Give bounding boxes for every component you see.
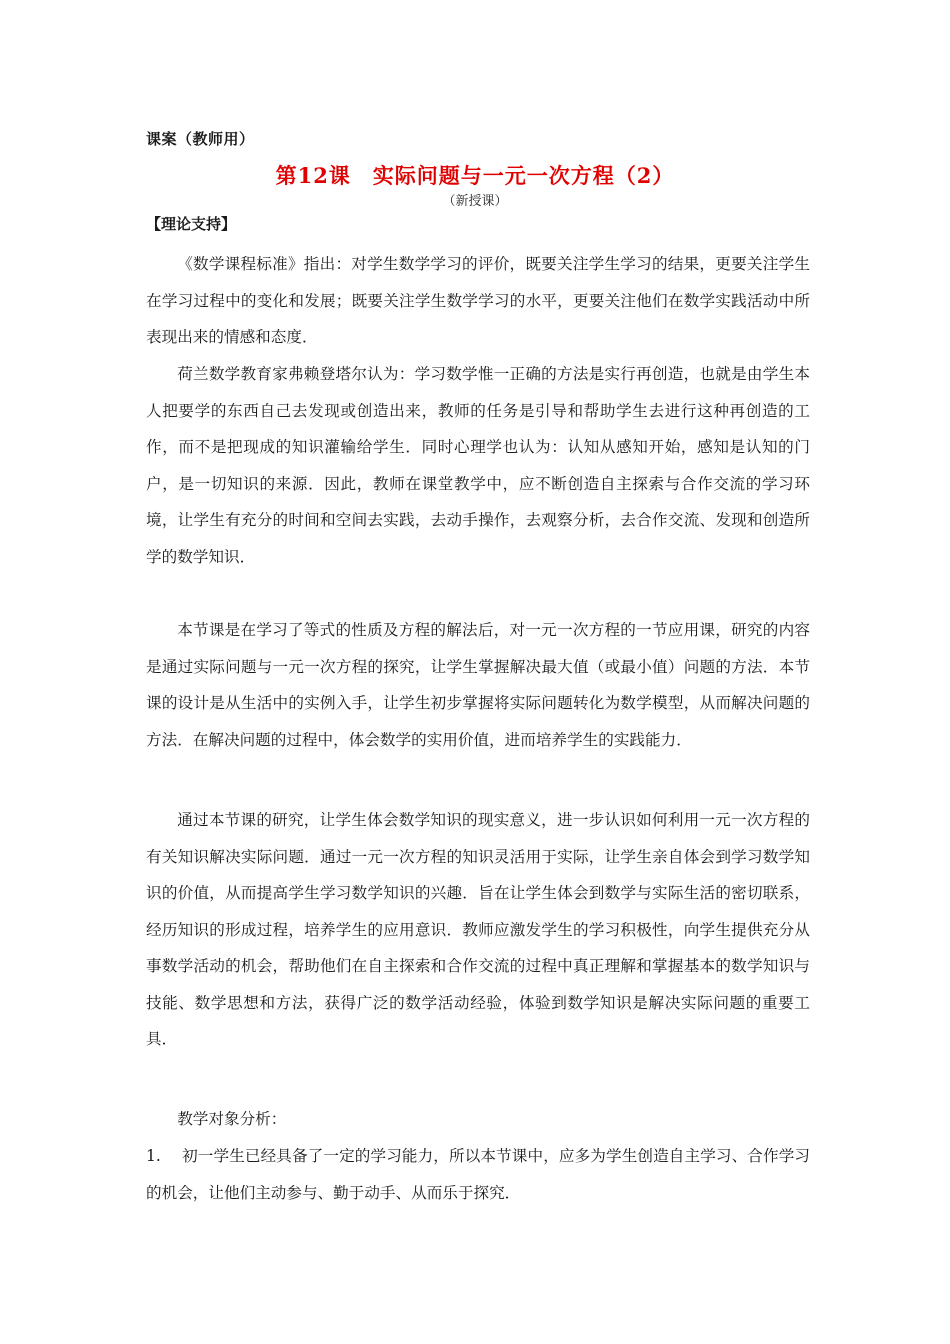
lesson-title: 第12课 实际问题与一元一次方程（2） <box>275 163 675 188</box>
list-item <box>146 1138 810 1211</box>
paragraph-curriculum-standard: 《数学课程标准》指出：对学生数学学习的评价，既要关注学生学习的结果，更要关注学生在学习过程中的变化和发展；既要关注学生数学学习的水平，更要关注他们在数学实践活动中所表现出来的情感和态度． <box>146 255 810 346</box>
paragraph-freudenthal: 荷兰数学教育家弗赖登塔尔认为：学习数学惟一正确的方法是实行再创造，也就是由学生本人把要学的东西自己去发现或创造出来，教师的任务是引导和帮助学生去进行这种再创造的工作，而不是把现成的知识灌输给学生．同时心理学也认为：认知从感知开始，感知是认知的门户，是一切知识的来源．因此，教师在课堂教学中，应不断创造自主探索与合作交流的学习环境，让学生有充分的时间和空间去实践，去动手操作，去观察分析，去合作交流、发现和创造所学的数学知识． <box>146 365 810 566</box>
paragraph-lesson-overview: 本节课是在学习了等式的性质及方程的解法后，对一元一次方程的一节应用课，研究的内容是通过实际问题与一元一次方程的探究，让学生掌握解决最大值（或最小值）问题的方法．本节课的设计是从生活中的实例入手，让学生初步掌握将实际问题转化为数学模型，从而解决问题的方法．在解决问题的过程中，体会数学的实用价值，进而培养学生的实践能力． <box>146 621 810 749</box>
list-item-number: 1. <box>146 1147 161 1165</box>
paragraph-student-analysis-heading: 教学对象分析： <box>177 1110 287 1128</box>
document-label: 课案（教师用） <box>146 130 255 148</box>
lesson-subtitle: （新授课） <box>442 194 508 209</box>
section-heading: 【理论支持】 <box>146 215 237 233</box>
list-item-text: 初一学生已经具备了一定的学习能力，所以本节课中，应多为学生创造自主学习、合作学习的机会，让他们主动参与、勤于动手、从而乐于探究． <box>146 1147 810 1202</box>
paragraph-lesson-goals: 通过本节课的研究，让学生体会数学知识的现实意义，进一步认识如何利用一元一次方程的有关知识解决实际问题．通过一元一次方程的知识灵活用于实际，让学生亲自体会到学习数学知识的价值，从而提高学生学习数学知识的兴趣．旨在让学生体会到数学与实际生活的密切联系，经历知识的形成过程，培养学生的应用意识．教师应激发学生的学习积极性，向学生提供充分从事数学活动的机会，帮助他们在自主探索和合作交流的过程中真正理解和掌握基本的数学知识与技能、数学思想和方法，获得广泛的数学活动经验，体验到数学知识是解决实际问题的重要工具． <box>146 811 810 1048</box>
